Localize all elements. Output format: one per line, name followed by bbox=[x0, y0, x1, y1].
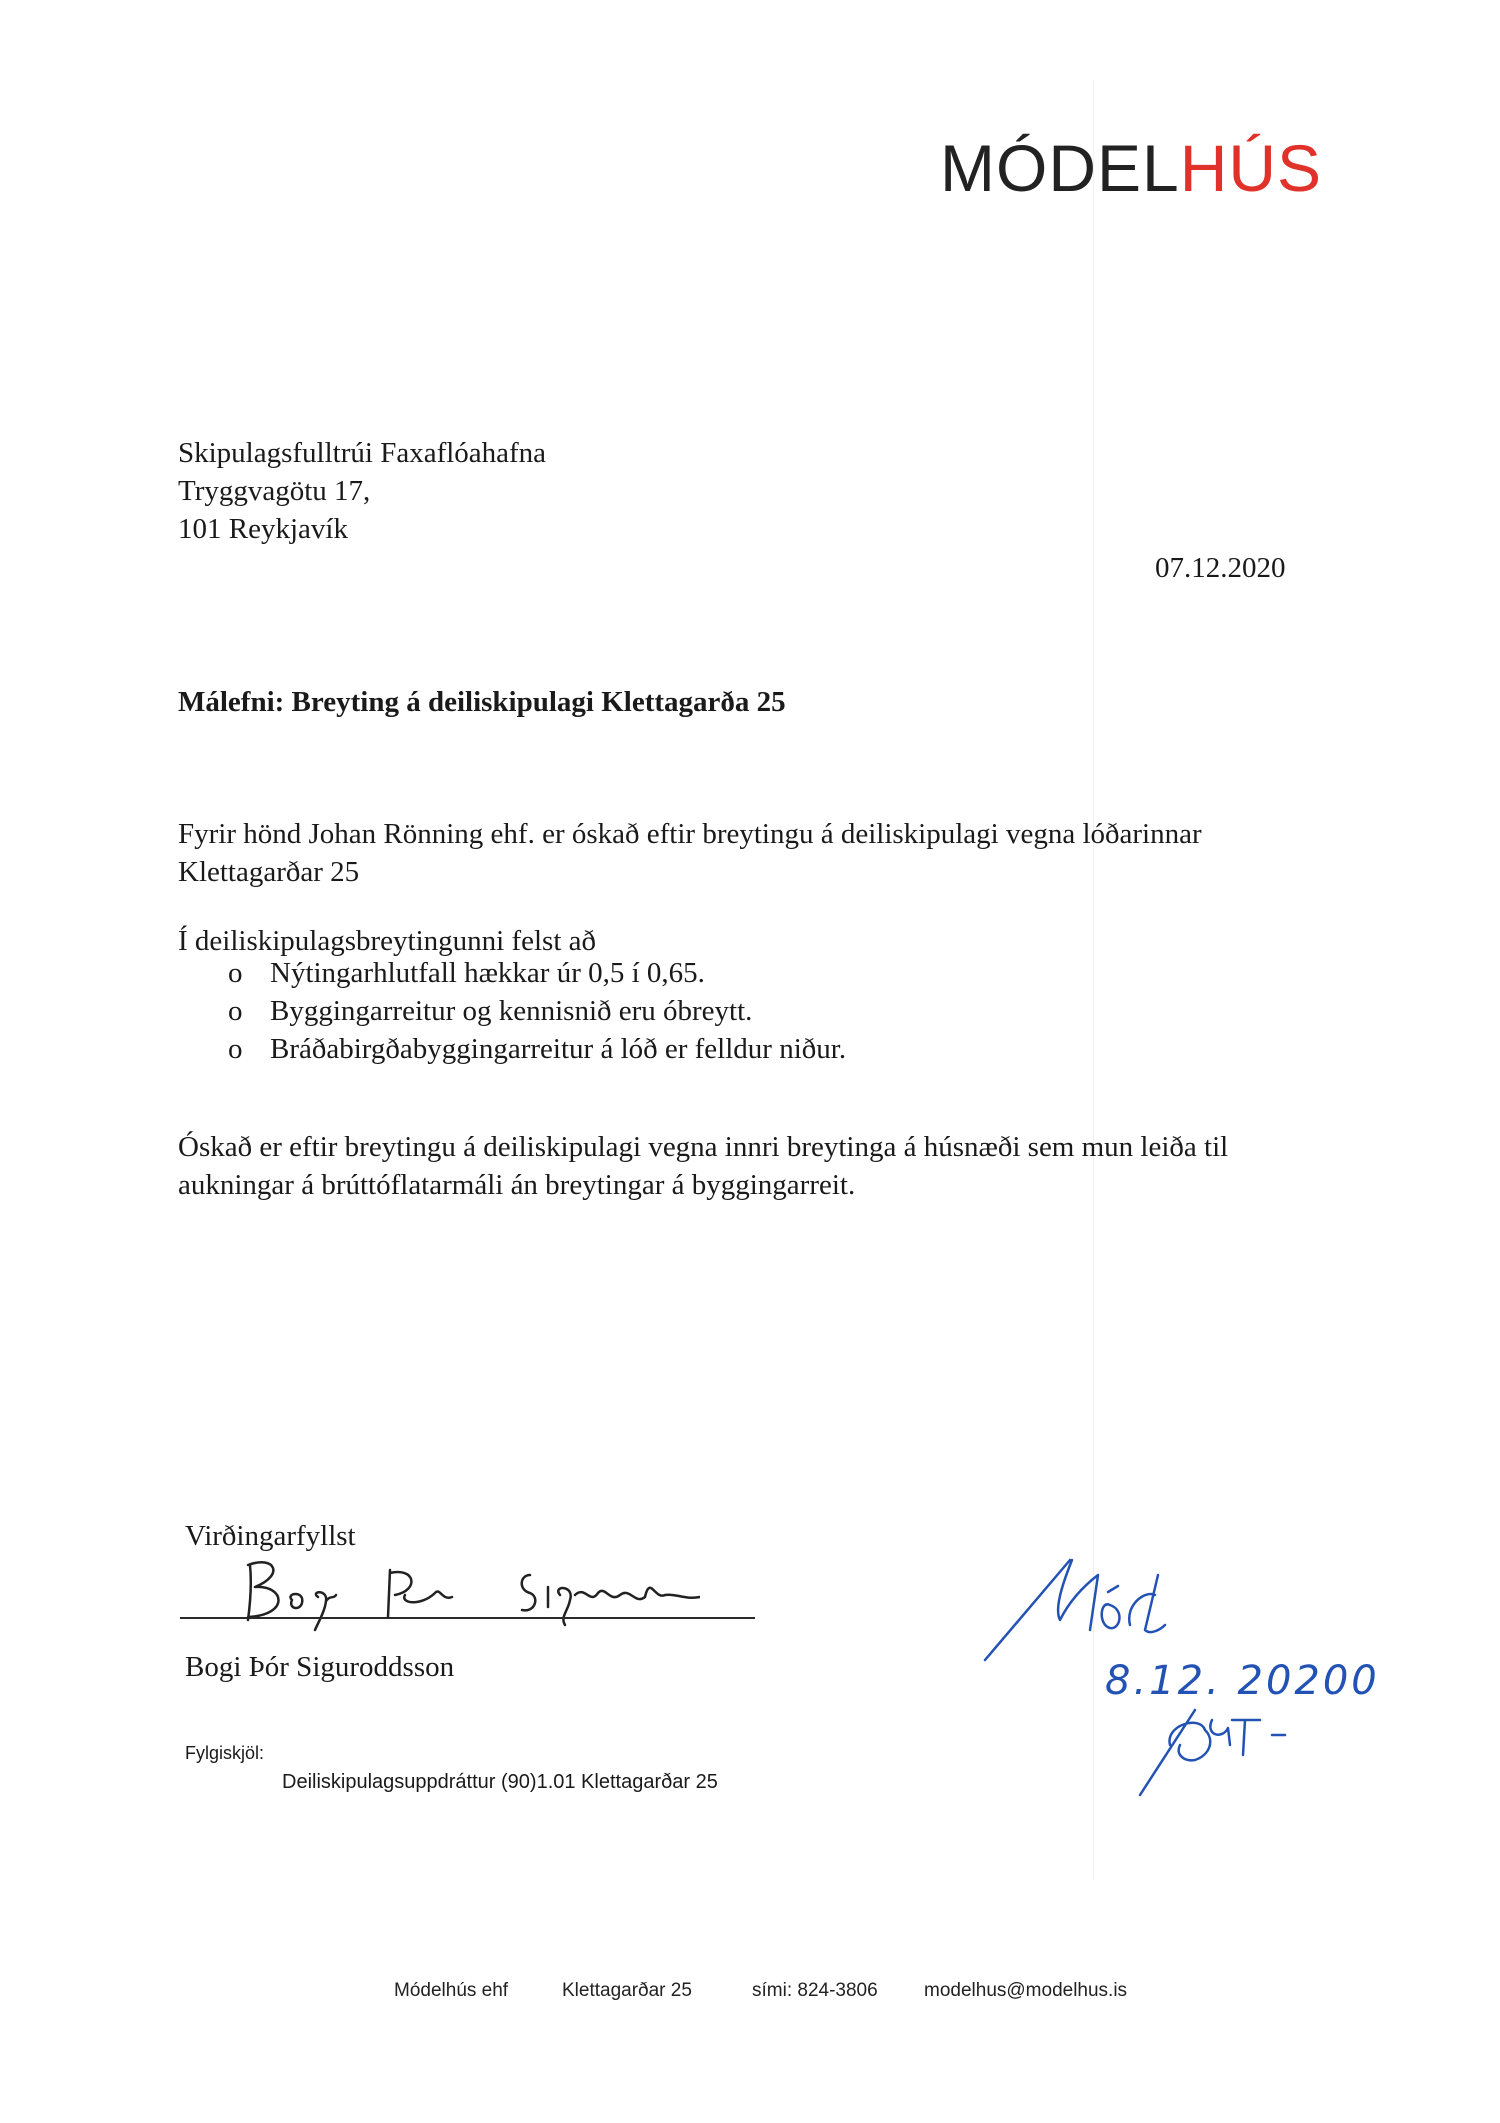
change-list bbox=[228, 954, 846, 1068]
list-intro: Í deiliskipulagsbreytingunni felst að bbox=[178, 925, 597, 957]
list-item bbox=[228, 1030, 846, 1068]
bullet-marker: o bbox=[228, 1033, 243, 1065]
attachment-item: Deiliskipulagsuppdráttur (90)1.01 Klettagarðar 25 bbox=[282, 1771, 718, 1793]
received-date: 8.12. 20200 bbox=[1105, 1658, 1380, 1704]
footer-phone: sími: 824-3806 bbox=[752, 1980, 878, 2001]
bullet-marker: o bbox=[228, 957, 243, 989]
signer-name: Bogi Þór Siguroddsson bbox=[185, 1651, 455, 1683]
logo-part-1: MÓDEL bbox=[940, 131, 1180, 205]
logo-part-2: HÚS bbox=[1179, 131, 1323, 205]
company-logo bbox=[940, 131, 1323, 205]
recipient-line: Tryggvagötu 17, bbox=[178, 475, 371, 507]
list-item-text: Nýtingarhlutfall hækkar úr 0,5 í 0,65. bbox=[270, 957, 705, 989]
footer-address: Klettagarðar 25 bbox=[562, 1980, 692, 2001]
list-item-text: Byggingarreitur og kennisnið eru óbreytt. bbox=[270, 995, 753, 1027]
list-item-text: Bráðabirgðabyggingarreitur á lóð er felldur niður. bbox=[270, 1033, 847, 1065]
body-paragraph-1: Fyrir hönd Johan Rönning ehf. er óskað eftir breytingu á deiliskipulagi vegna lóðarinnar Klettagarðar 25 bbox=[178, 818, 1202, 888]
attachments-label: Fylgiskjöl: bbox=[185, 1743, 265, 1763]
handwritten-signature bbox=[230, 1545, 700, 1635]
list-item bbox=[228, 992, 846, 1030]
recipient-line: Skipulagsfulltrúi Faxaflóahafna bbox=[178, 437, 547, 469]
letter-date: 07.12.2020 bbox=[1155, 552, 1286, 584]
closing-salutation: Virðingarfyllst bbox=[185, 1520, 356, 1552]
footer-company: Módelhús ehf bbox=[394, 1980, 509, 2001]
recipient-line: 101 Reykjavík bbox=[178, 513, 348, 545]
footer-email: modelhus@modelhus.is bbox=[924, 1980, 1128, 2001]
signature-line bbox=[180, 1617, 755, 1619]
bullet-marker: o bbox=[228, 995, 243, 1027]
recipient-address bbox=[178, 434, 546, 548]
body-paragraph-2: Óskað er eftir breytingu á deiliskipulagi vegna innri breytinga á húsnæði sem mun leiða til aukningar á brúttóflatarmáli án breytingar á byggingarreit. bbox=[178, 1131, 1229, 1201]
list-item bbox=[228, 954, 846, 992]
subject-line: Málefni: Breyting á deiliskipulagi Klettagarða 25 bbox=[178, 686, 786, 718]
